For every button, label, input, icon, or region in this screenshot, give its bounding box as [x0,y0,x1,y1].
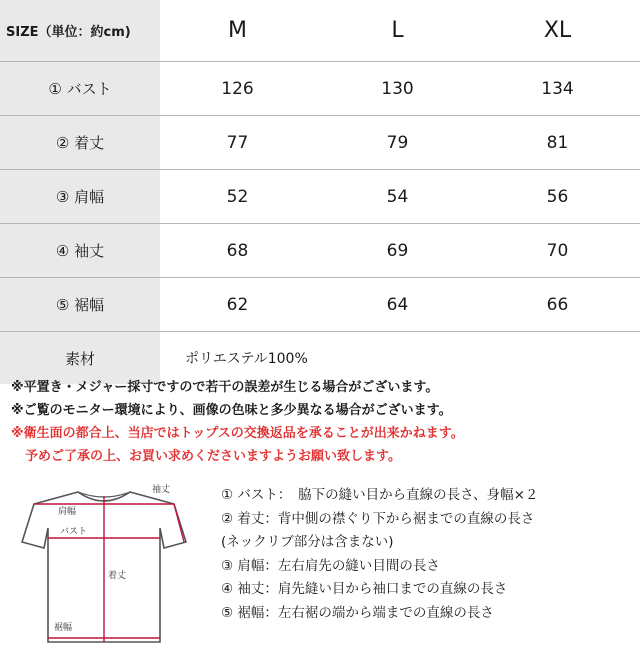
table-cell: 81 [546,132,569,153]
measurement-descriptions [221,484,538,625]
table-cell: 62 [226,294,249,315]
table-cell: 52 [226,186,249,207]
table-cell: 126 [221,78,254,99]
table-row [0,224,640,278]
length-label: 着丈 [108,571,127,581]
desc-shoulder: ③ 肩幅：左右肩先の縫い目間の長さ [221,557,440,574]
sleeve-line [174,504,184,542]
desc-length: ② 着丈：背中側の襟ぐり下から裾までの直線の長さ [221,510,535,527]
note-apology: 予めご了承の上、お買い求めくださいますようお願い致します。 [25,449,401,464]
row-label-sleeve: ④ 袖丈 [0,224,160,277]
size-m-header: M [228,18,247,43]
table-cell: 56 [546,186,569,207]
table-cell: 69 [386,240,409,261]
note-monitor: ※ご覧のモニター環境により、画像の色味と多少異なる場合がございます。 [11,403,452,418]
shoulder-label: 肩幅 [58,507,77,517]
note-measurement: ※平置き・メジャー採寸ですので若干の誤差が生じる場合がございます。 [11,380,439,395]
row-label-bust: ① バスト [0,62,160,115]
row-label-length: ② 着丈 [0,116,160,169]
table-cell: 134 [541,78,574,99]
desc-hem: ⑤ 裾幅：左右裾の端から端までの直線の長さ [221,604,494,621]
row-label-shoulder: ③ 肩幅 [0,170,160,223]
size-table-header [0,0,640,62]
row-label-hem: ⑤ 裾幅 [0,278,160,331]
size-xl-header: XL [543,18,572,43]
material-label: 素材 [0,332,160,384]
table-cell: 130 [381,78,414,99]
tshirt-diagram [14,480,194,650]
table-row [0,170,640,224]
table-cell: 64 [386,294,409,315]
notes [11,376,464,468]
table-row [0,116,640,170]
material-value: ポリエステル100% [185,351,308,367]
table-row [0,62,640,116]
note-no-return: ※衛生面の都合上、当店ではトップスの交換返品を承ることが出来かねます。 [11,426,464,441]
table-row [0,278,640,332]
table-cell: 68 [226,240,249,261]
sleeve-label: 袖丈 [152,485,171,495]
table-cell: 66 [546,294,569,315]
desc-bust: ① バスト： 脇下の縫い目から直線の長さ、身幅×２ [221,487,539,503]
bust-label: バスト [60,527,88,537]
table-cell: 79 [386,132,409,153]
table-cell: 77 [226,132,249,153]
desc-sleeve: ④ 袖丈：肩先縫い目から袖口までの直線の長さ [221,581,508,597]
size-l-header: L [391,18,404,43]
table-cell: 54 [386,186,409,207]
hem-label: 裾幅 [54,623,73,633]
desc-length-note: (ネックリブ部分は含まない) [221,534,394,550]
table-cell: 70 [546,240,569,261]
size-unit-label: SIZE（単位：約cm) [0,0,160,61]
